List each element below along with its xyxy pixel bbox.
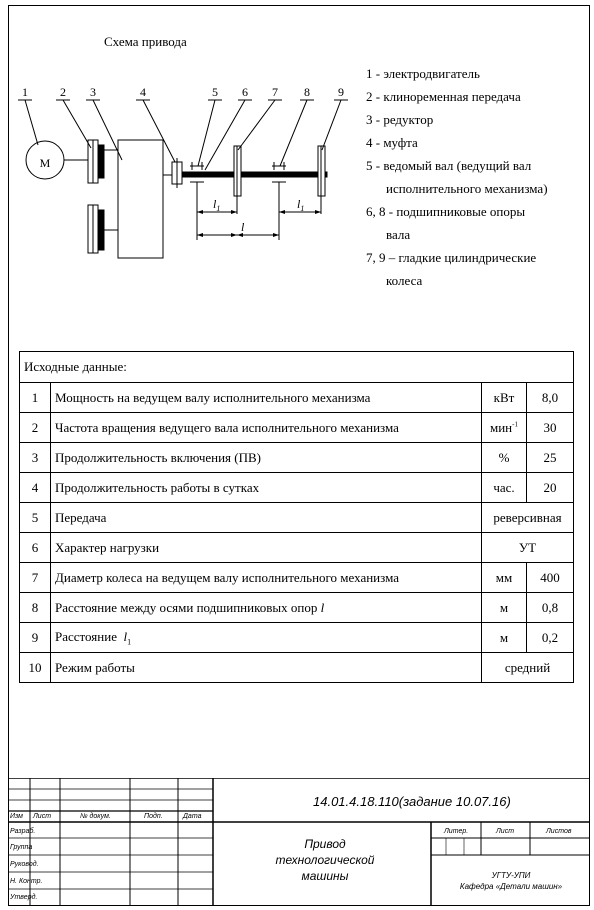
document-title: Привод технологической машины (275, 837, 375, 883)
table-row: 2 Частота вращения ведущего вала исполнительного механизма мин$^{-1}$ 30 (20, 413, 574, 443)
legend-item: 6, 8 - подшипниковые опоры (366, 204, 526, 219)
callout-8: 8 (304, 85, 310, 99)
organization: УГТУ-УПИ Кафедра «Детали машин» (459, 871, 563, 891)
legend-item: вала (386, 227, 411, 242)
spec-header: Исходные данные: (20, 352, 574, 383)
header-sheet: Лист (496, 828, 515, 835)
table-row: 4 Продолжительность работы в сутках час. 20 (20, 473, 574, 503)
table-row: 8 Расстояние между осями подшипниковых опор l м 0,8 (20, 593, 574, 623)
row-label-approved: Утверд. (10, 894, 38, 901)
header-letter: Литер. (444, 828, 469, 835)
header-sheets: Листов (546, 828, 572, 835)
scheme-title: Схема привода (104, 34, 187, 49)
legend-item: 1 - электродвигатель (366, 66, 480, 81)
row-label-group: Группа (10, 844, 33, 851)
callout-2: 2 (60, 85, 66, 99)
legend-item: 7, 9 – гладкие цилиндрические (366, 250, 537, 265)
callout-4: 4 (140, 85, 146, 99)
callout-5: 5 (212, 85, 218, 99)
table-row: 9 Расстояние $l_1$ м 0,2 (20, 623, 574, 653)
callout-7: 7 (272, 85, 278, 99)
legend-item: 4 - муфта (366, 135, 418, 150)
row-label-norm-control: Н. Контр. (10, 878, 43, 885)
callout-9: 9 (338, 85, 344, 99)
callout-3: 3 (90, 85, 96, 99)
table-row: 3 Продолжительность включения (ПВ) % 25 (20, 443, 574, 473)
callout-6: 6 (242, 85, 248, 99)
col-header-doc-number: № докум. (80, 813, 111, 820)
row-label-developer: Разраб. (10, 828, 36, 835)
col-header-change: Изм (10, 813, 23, 820)
legend-item: 3 - редуктор (366, 112, 434, 127)
document-code: 14.01.4.18.110(задание 10.07.16) (313, 794, 511, 809)
reducer-body (118, 140, 163, 258)
row-label-supervisor: Руковод. (10, 861, 39, 868)
table-row: 5 Передача реверсивная (20, 503, 574, 533)
legend-item: 5 - ведомый вал (ведущий вал (366, 158, 532, 173)
callout-1: 1 (22, 85, 28, 99)
scheme-legend (366, 62, 590, 292)
dim-l: l (241, 220, 245, 234)
col-header-sheet: Лист (33, 813, 52, 820)
table-row: 1 Мощность на ведущем валу исполнительного механизма кВт 8,0 (20, 383, 574, 413)
dim-l1-left: $l_1$ (213, 197, 221, 213)
title-block (8, 778, 590, 906)
dim-l1-right: $l_1$ (297, 197, 305, 213)
legend-item: 2 - клиноременная передача (366, 89, 521, 104)
col-header-signature: Подп. (144, 813, 163, 820)
table-row: 6 Характер нагрузки УТ (20, 533, 574, 563)
motor-label: М (39, 156, 51, 170)
spec-table (19, 351, 574, 683)
table-row: 10 Режим работы средний (20, 653, 574, 683)
col-header-date: Дата (183, 813, 202, 820)
legend-item: исполнительного механизма) (386, 181, 548, 196)
table-row: 7 Диаметр колеса на ведущем валу исполнительного механизма мм 400 (20, 563, 574, 593)
legend-item: колеса (386, 273, 423, 288)
